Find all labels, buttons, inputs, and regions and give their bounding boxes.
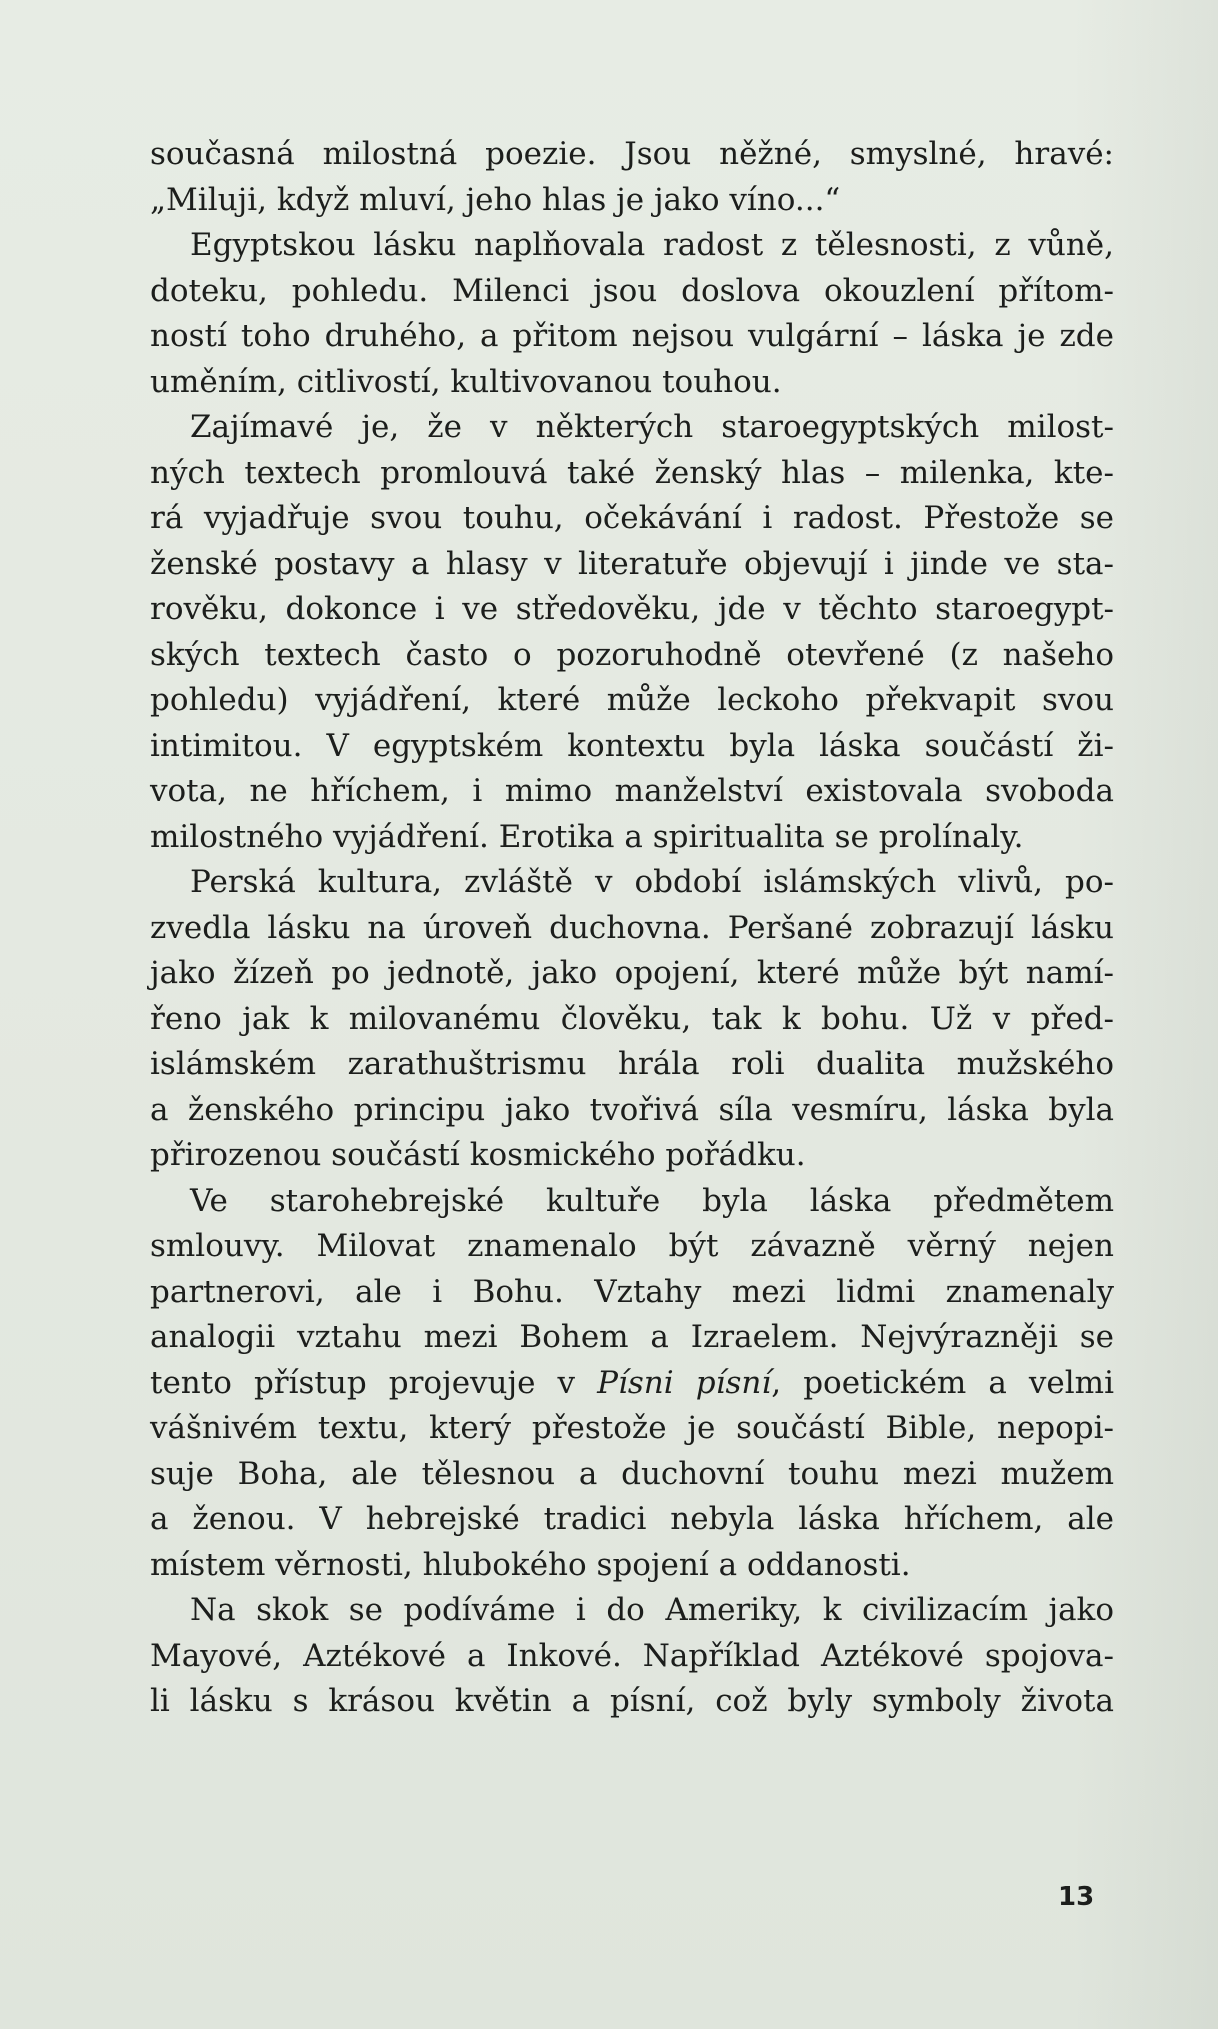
- text-line: zvedla lásku na úroveň duchovna. Peršané zobrazují lásku: [150, 909, 1114, 946]
- text-line: „Miluji, když mluví, jeho hlas je jako víno...“: [150, 181, 841, 218]
- text-line: suje Boha, ale tělesnou a duchovní touhu mezi mužem: [150, 1455, 1114, 1492]
- text-line: Zajímavé je, že v některých staroegyptských milost-: [190, 409, 1114, 445]
- text-line: doteku, pohledu. Milenci jsou doslova okouzlení přítom-: [150, 272, 1114, 309]
- text-line: Na skok se podíváme i do Ameriky, k civilizacím jako: [190, 1592, 1114, 1628]
- text-line: místem věrnosti, hlubokého spojení a oddanosti.: [150, 1546, 911, 1583]
- text-line: uměním, citlivostí, kultivovanou touhou.: [150, 363, 782, 400]
- page-number: 13: [1058, 1882, 1095, 1912]
- text-line: Mayové, Aztékové a Inkové. Například Aztékové spojova-: [150, 1637, 1114, 1674]
- text-line: Ve starohebrejské kultuře byla láska předmětem: [190, 1182, 1114, 1219]
- text-line: li lásku s krásou květin a písní, což byly symboly života: [150, 1683, 1114, 1719]
- text-line: současná milostná poezie. Jsou něžné, smyslné, hravé:: [150, 136, 1114, 172]
- text-line: pohledu) vyjádření, které může leckoho překvapit svou: [150, 682, 1114, 718]
- text-line: ných textech promlouvá také ženský hlas – milenka, kte-: [150, 454, 1114, 491]
- text-line: jako žízeň po jednotě, jako opojení, které může být namí-: [150, 955, 1114, 991]
- text-line: Egyptskou lásku naplňovala radost z tělesnosti, z vůně,: [190, 227, 1114, 263]
- text-line: rá vyjadřuje svou touhu, očekávání i radost. Přestože se: [150, 500, 1114, 536]
- text-line: [150, 1361, 1114, 1407]
- text-line: analogii vztahu mezi Bohem a Izraelem. Nejvýrazněji se: [150, 1319, 1114, 1355]
- text-line: ností toho druhého, a přitom nejsou vulgární – láska je zde: [150, 318, 1114, 354]
- text-line: ských textech často o pozoruhodně otevřené (z našeho: [150, 636, 1114, 673]
- text-line: vášnivém textu, který přestože je součástí Bible, nepopi-: [150, 1410, 1114, 1446]
- text-line: intimitou. V egyptském kontextu byla láska součástí ži-: [150, 727, 1114, 764]
- text-line: smlouvy. Milovat znamenalo být závazně věrný nejen: [150, 1228, 1114, 1264]
- text-line: Perská kultura, zvláště v období islámských vlivů, po-: [190, 864, 1114, 900]
- text-segment: tento přístup projevuje v: [150, 1364, 598, 1401]
- text-line: vota, ne hříchem, i mimo manželství existovala svoboda: [150, 773, 1114, 809]
- body-text: [150, 132, 1114, 1725]
- text-line: ženské postavy a hlasy v literatuře objevují i jinde ve sta-: [150, 545, 1114, 582]
- book-title: Písni písní: [597, 1364, 772, 1401]
- text-line: milostného vyjádření. Erotika a spiritualita se prolínaly.: [150, 818, 1024, 855]
- text-line: islámském zarathuštrismu hrála roli dualita mužského: [150, 1046, 1114, 1082]
- text-line: rověku, dokonce i ve středověku, jde v těchto staroegypt-: [150, 591, 1114, 627]
- text-segment: , poetickém a velmi: [771, 1364, 1114, 1401]
- text-line: řeno jak k milovanému člověku, tak k bohu. Už v před-: [150, 1000, 1114, 1037]
- text-line: přirozenou součástí kosmického pořádku.: [150, 1137, 806, 1173]
- text-line: a ženského principu jako tvořivá síla vesmíru, láska byla: [150, 1091, 1114, 1128]
- text-line: a ženou. V hebrejské tradici nebyla láska hříchem, ale: [150, 1501, 1114, 1537]
- text-line: partnerovi, ale i Bohu. Vztahy mezi lidmi znamenaly: [150, 1273, 1114, 1310]
